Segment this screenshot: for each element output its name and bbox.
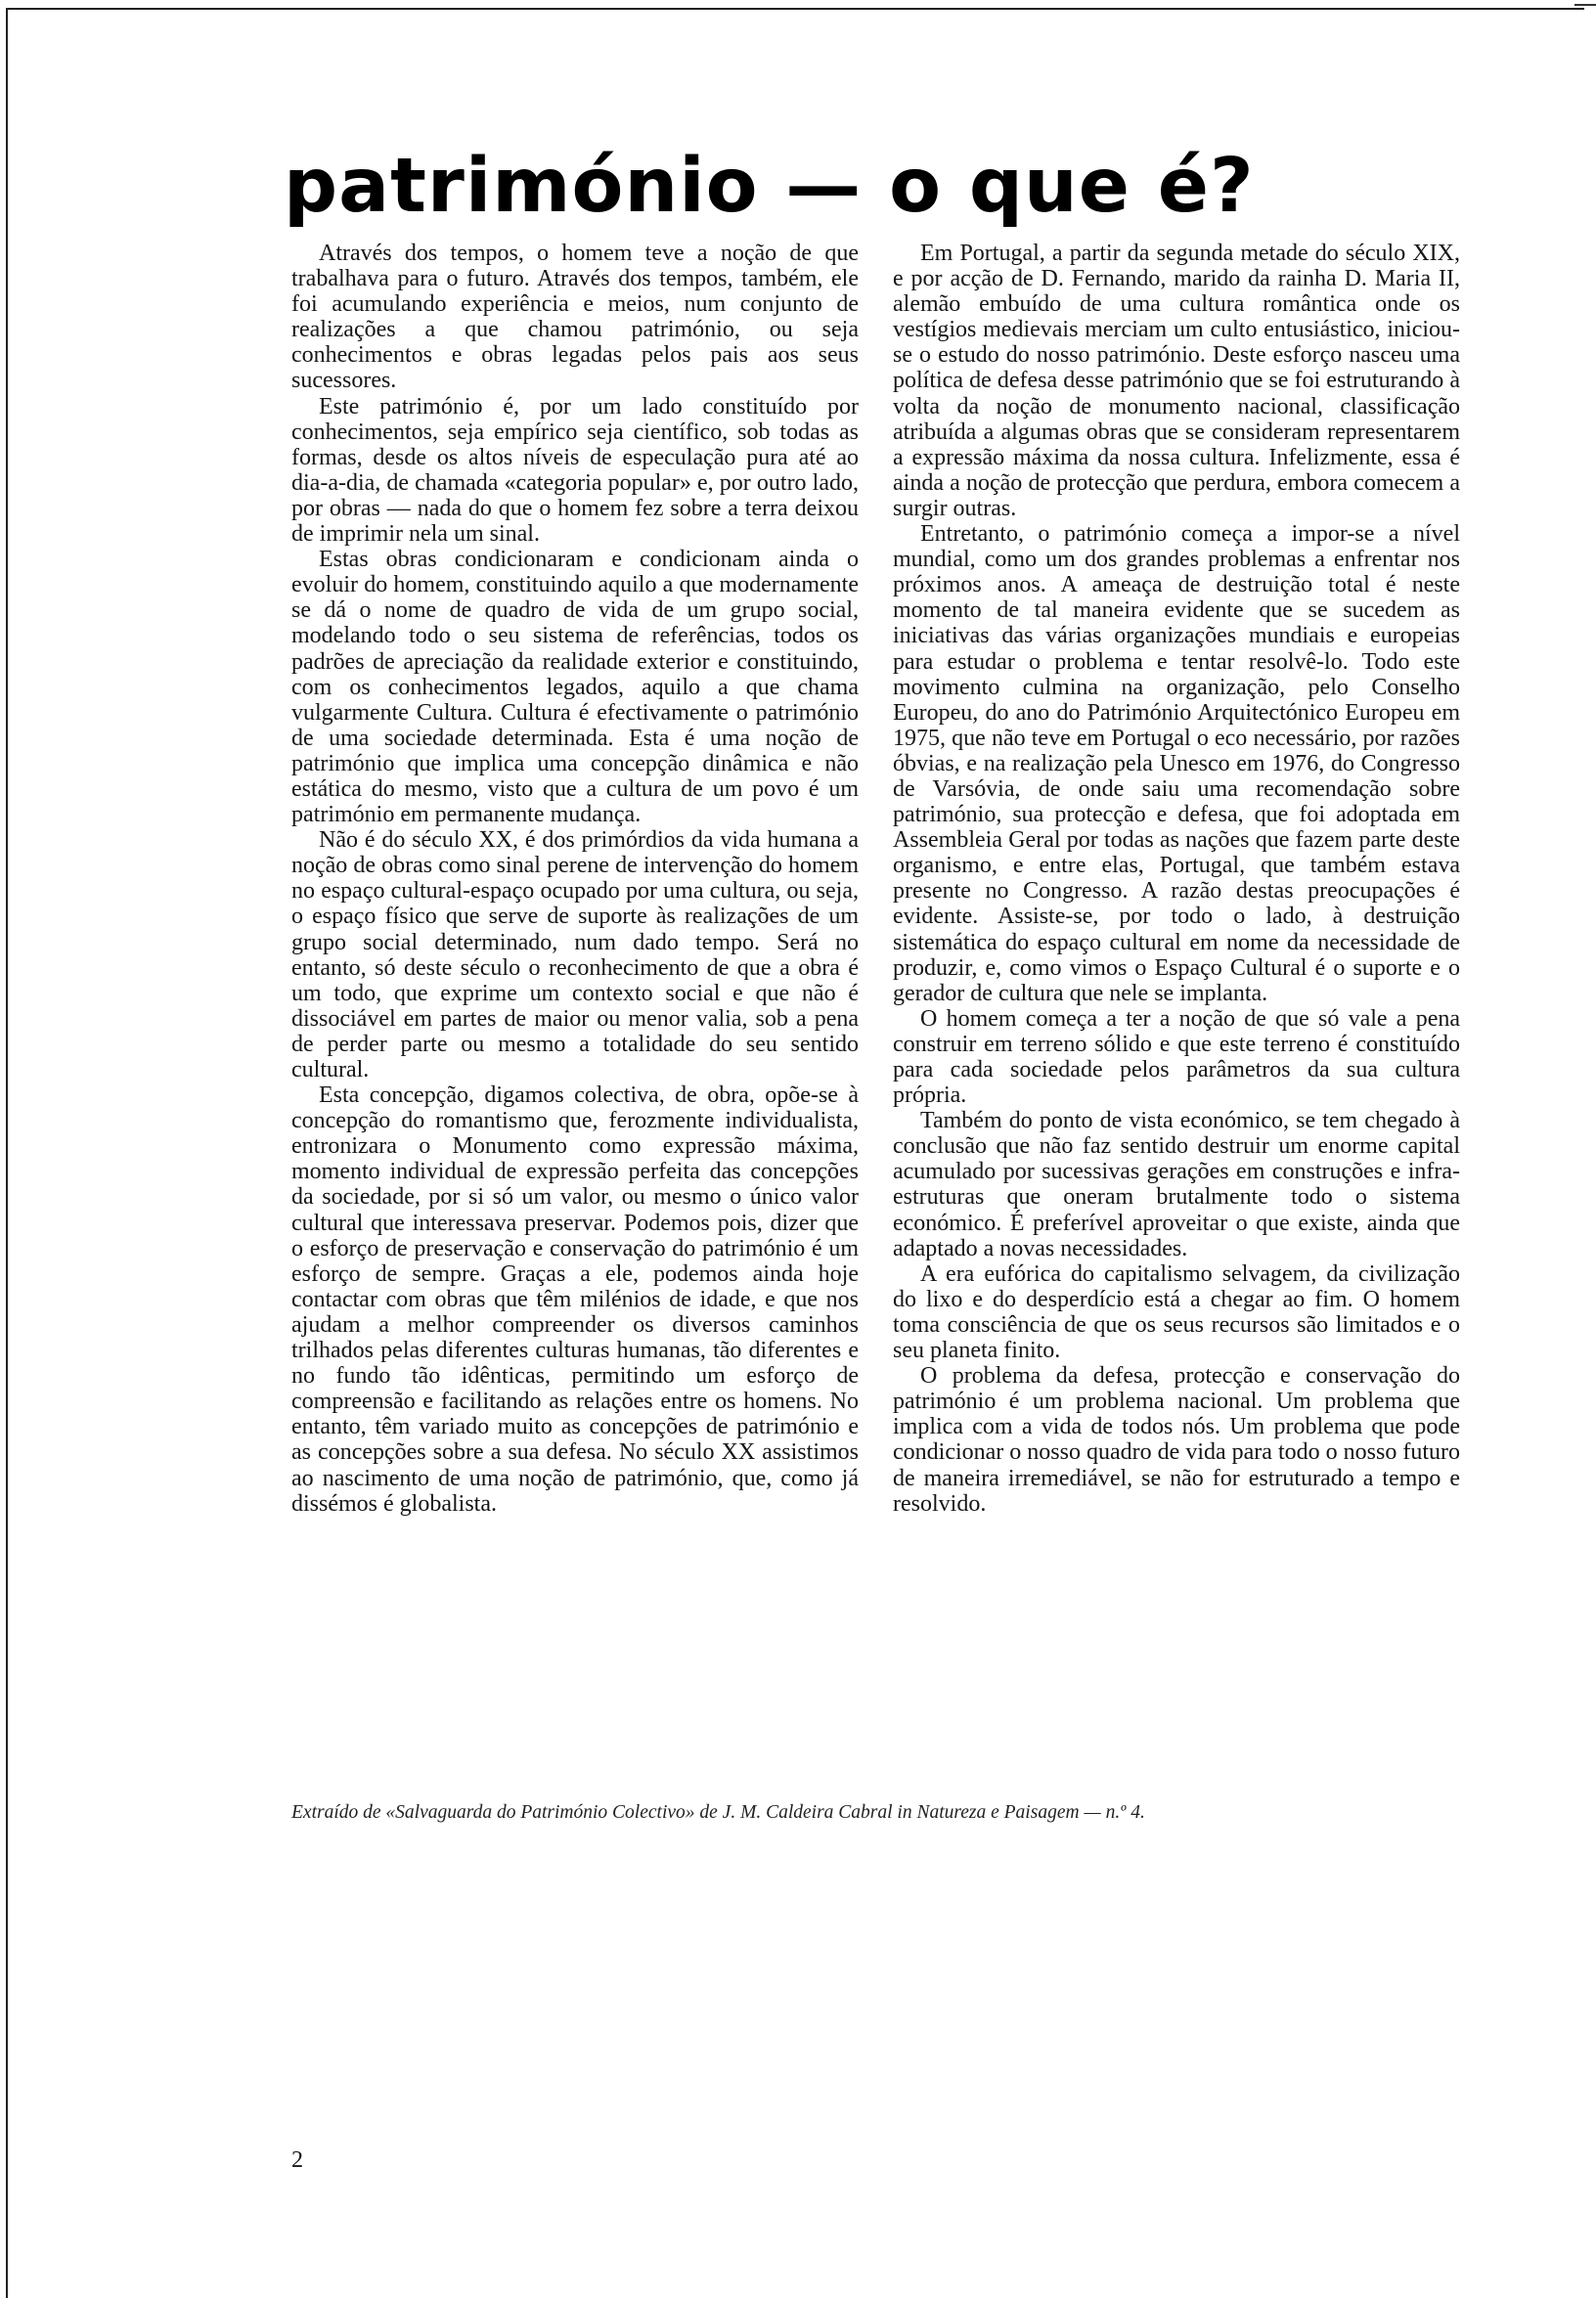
- source-citation: Extraído de «Salvaguarda do Património Colectivo» de J. M. Caldeira Cabral in Natureza e Paisagem — n.º 4.: [291, 1802, 1145, 1823]
- paragraph: A era eufórica do capitalismo selvagem, da civilização do lixo e do desperdício está a chegar ao fim. O homem toma consciência de que os seus recursos são limitados e o seu planeta finito.: [893, 1260, 1460, 1364]
- paragraph: Através dos tempos, o homem teve a noção de que trabalhava para o futuro. Através dos tempos, também, ele foi acumulando experiência e meios, num conjunto de realizações a que chamou património, ou seja conhecimentos e obras legadas pelos pais aos seus sucessores.: [291, 241, 859, 394]
- left-column: [291, 241, 859, 1517]
- paragraph: Este património é, por um lado constituído por conhecimentos, seja empírico seja científico, sob todas as formas, desde os altos níveis de especulação pura até ao dia-a-dia, de chamada «categoria popular» e, por outro lado, por obras — nada do que o homem fez sobre a terra deixou de imprimir nela um sinal.: [291, 393, 859, 548]
- paragraph: O problema da defesa, protecção e conservação do património é um problema nacional. Um problema que implica com a vida de todos nós. Um problema que pode condicionar o nosso quadro de vida para todo o nosso futuro de maneira irremediável, se não for estruturado a tempo e resolvido.: [893, 1363, 1460, 1517]
- page-number: 2: [291, 2147, 303, 2173]
- paragraph: Não é do século XX, é dos primórdios da vida humana a noção de obras como sinal perene de intervenção do homem no espaço cultural-espaço ocupado por uma cultura, ou seja, o espaço físico que serve de suporte às realizações de um grupo social determinado, num dado tempo. Será no entanto, só deste século o reconhecimento de que a obra é um todo, que exprime um contexto social e que não é dissociável em partes de maior ou menor valia, sob a pena de perder parte ou mesmo a totalidade do seu sentido cultural.: [291, 827, 859, 1083]
- crop-mark: [1574, 4, 1596, 6]
- paragraph: Também do ponto de vista económico, se tem chegado à conclusão que não faz sentido destruir um enorme capital acumulado por sucessivas gerações em construções e infra-estruturas que oneram brutalmente todo o sistema económico. É preferível aproveitar o que existe, ainda que adaptado a novas necessidades.: [893, 1108, 1460, 1261]
- paragraph: Estas obras condicionaram e condicionam ainda o evoluir do homem, constituindo aquilo a que modernamente se dá o nome de quadro de vida de um grupo social, modelando todo o seu sistema de referências, todos os padrões de apreciação da realidade exterior e constituindo, com os conhecimentos legados, aquilo a que chama vulgarmente Cultura. Cultura é efectivamente o património de uma sociedade determinada. Esta é uma noção de património que implica uma concepção dinâmica e não estática do mesmo, visto que a cultura de um povo é um património em permanente mudança.: [291, 547, 859, 828]
- paragraph: Esta concepção, digamos colectiva, de obra, opõe-se à concepção do romantismo que, ferozmente individualista, entronizara o Monumento como expressão máxima, momento individual de expressão perfeita das concepções da sociedade, por si só um valor, ou mesmo o único valor cultural que interessava preservar. Podemos pois, dizer que o esforço de preservação e conservação do património é um esforço de sempre. Graças a ele, podemos ainda hoje contactar com obras que têm milénios de idade, e que nos ajudam a melhor compreender os diversos caminhos trilhados pelas diferentes culturas humanas, tão diferentes e no fundo tão idênticas, permitindo um esforço de compreensão e facilitando as relações entre os homens. No entanto, têm variado muito as concepções de património e as concepções sobre a sua defesa. No século XX assistimos ao nascimento de uma noção de património, que, como já dissémos é globalista.: [291, 1083, 859, 1517]
- right-column: [893, 241, 1460, 1517]
- paragraph: Entretanto, o património começa a impor-se a nível mundial, como um dos grandes problemas a enfrentar nos próximos anos. A ameaça de destruição total é neste momento de tal maneira evidente que se sucedem as iniciativas das várias organizações mundiais e europeias para estudar o problema e tentar resolvê-lo. Todo este movimento culmina na organização, pelo Conselho Europeu, do ano do Património Arquitectónico Europeu em 1975, que não teve em Portugal o eco necessário, por razões óbvias, e na realização pela Unesco em 1976, do Congresso de Varsóvia, de onde saiu uma recomendação sobre património, sua protecção e defesa, que foi adoptada em Assembleia Geral por todas as nações que fazem parte deste organismo, e entre elas, Portugal, que também estava presente no Congresso. A razão destas preocupações é evidente. Assiste-se, por todo o lado, à destruição sistemática do espaço cultural em nome da necessidade de produzir, e, como vimos o Espaço Cultural é o suporte e o gerador de cultura que nele se implanta.: [893, 521, 1460, 1006]
- article-title: património — o que é?: [284, 143, 1255, 230]
- paragraph: O homem começa a ter a noção de que só vale a pena construir em terreno sólido e que este terreno é constituído para cada sociedade pelos parâmetros da sua cultura própria.: [893, 1005, 1460, 1109]
- paragraph: Em Portugal, a partir da segunda metade do século XIX, e por acção de D. Fernando, marido da rainha D. Maria II, alemão embuído de uma cultura romântica onde os vestígios medievais merciam um culto entusiástico, iniciou-se o estudo do nosso património. Deste esforço nasceu uma política de defesa desse património que se foi estruturando à volta da noção de monumento nacional, classificação atribuída a algumas obras que se consideram representarem a expressão máxima da nossa cultura. Infelizmente, essa é ainda a noção de protecção que perdura, embora comecem a surgir outras.: [893, 241, 1460, 521]
